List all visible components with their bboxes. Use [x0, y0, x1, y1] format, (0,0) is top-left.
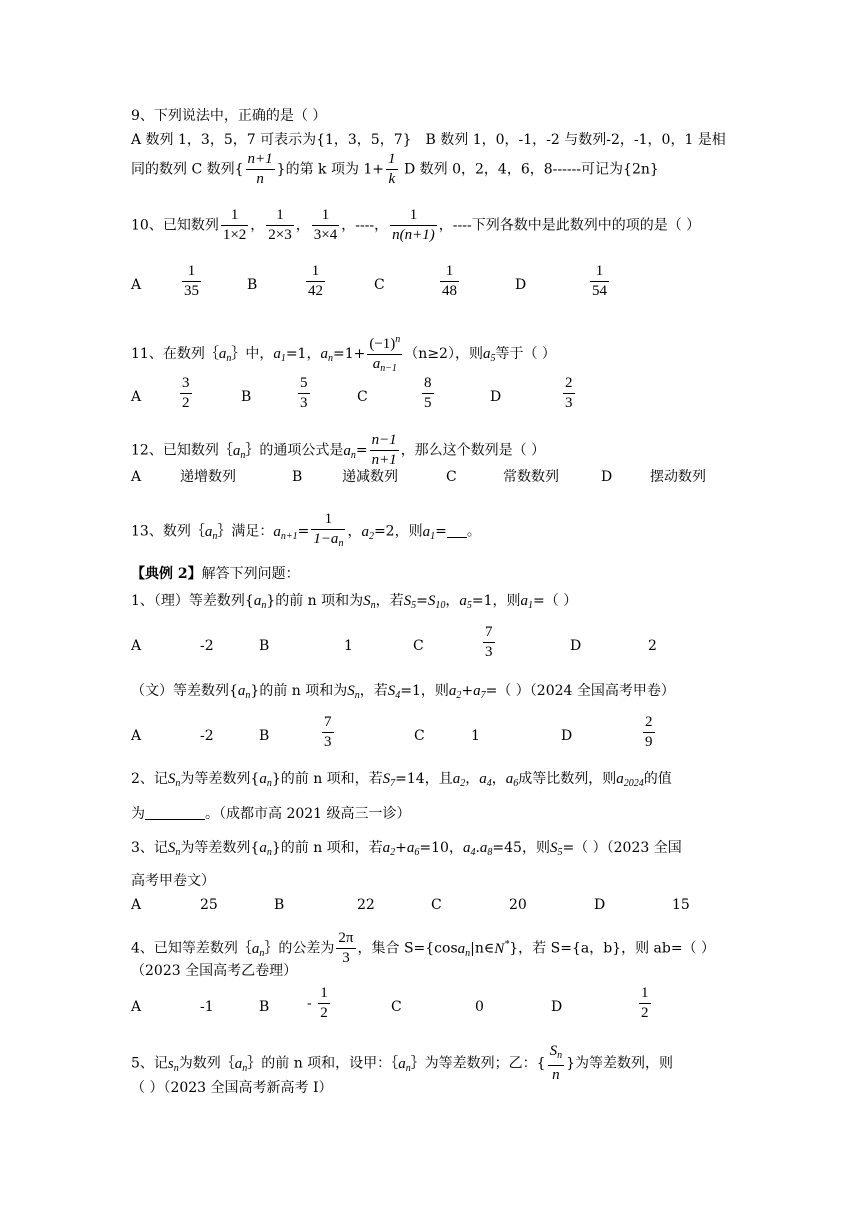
p1-option-d-letter: D [570, 638, 582, 654]
q12-option-b-text: 递减数列 [342, 469, 398, 485]
p1-option-a-letter: A [131, 638, 142, 654]
q9-line2: 同的数列 C 数列{ $\frac{n+1}{n}$ }的第 k 项为 1+ $\frac{1}{k}$ D 数列 0，2，4，6，8------可记为{2n} [131, 151, 659, 187]
p1w-option-c-text: 1 [471, 728, 480, 744]
q12-option-c-text: 常数数列 [503, 469, 559, 485]
q9-fraction-2: $\frac{1}{k}$ [388, 151, 396, 187]
p1w-option-a-text: -2 [200, 728, 214, 744]
p4-option-d-letter: D [551, 999, 563, 1015]
q11-option-b-value: $\frac{5}{3}$ [300, 375, 308, 411]
q12-option-a-text: 递增数列 [180, 469, 236, 485]
q10-general-term: $\frac{1}{n(n+1)}$ [392, 207, 435, 243]
p4-option-c-letter: C [391, 999, 402, 1015]
p3-line2: 高考甲卷文） [131, 873, 215, 889]
q10-option-d-letter: D [515, 277, 527, 293]
q10-option-b-value: $\frac{1}{42}$ [308, 263, 323, 299]
p1-option-b-letter: B [259, 638, 270, 654]
p1w-option-a-letter: A [131, 728, 142, 744]
q9-fraction-1: $\frac{n+1}{n}$ [247, 151, 273, 187]
q11-option-d-letter: D [490, 389, 502, 405]
p3-option-b-letter: B [274, 897, 285, 913]
p4-option-d-value: $\frac{1}{2}$ [641, 985, 649, 1021]
q11-option-c-letter: C [357, 389, 368, 405]
p4-line2: （2023 全国高考乙卷理） [131, 963, 298, 979]
p3-option-b-text: 22 [357, 897, 375, 913]
q10-option-c-letter: C [374, 277, 385, 293]
q11-option-d-value: $\frac{2}{3}$ [565, 375, 573, 411]
p3-option-a-letter: A [131, 897, 142, 913]
p1-option-b-text: 1 [344, 638, 353, 654]
p1w-option-b-letter: B [259, 728, 270, 744]
p2-line2: 为 。（成都市高 2021 级高三一诊） [131, 806, 411, 822]
q11-option-a-letter: A [131, 389, 142, 405]
q12-option-b-letter: B [292, 469, 303, 485]
q11-option-c-value: $\frac{8}{5}$ [424, 375, 432, 411]
p1-option-d-text: 2 [648, 638, 657, 654]
q10-option-c-value: $\frac{1}{48}$ [442, 263, 457, 299]
q9-line1: A 数列 1，3，5，7 可表示为{1，3，5，7} B 数列 1，0，-1，-2 与数列-2，-1，0，1 是相 [131, 132, 726, 148]
q10-option-a-letter: A [131, 277, 142, 293]
p1w-option-c-letter: C [414, 728, 425, 744]
p3-option-c-letter: C [431, 897, 442, 913]
p5-line2: （ ）（2023 全国高考新高考 I） [131, 1080, 333, 1096]
q11-option-b-letter: B [241, 389, 252, 405]
q12-option-a-letter: A [131, 469, 142, 485]
p1w-option-d-value: $\frac{2}{9}$ [645, 714, 653, 750]
q13-answer-blank [447, 523, 467, 538]
q10-option-a-value: $\frac{1}{35}$ [184, 263, 199, 299]
q13-stem: 13、数列$\{a_n\}$满足：$a_{n+1}=$ $\frac{1}{1-a_n}$ ，$a_2=2$，则$a_1=$ 。 [131, 511, 481, 549]
p4-option-a-letter: A [131, 999, 142, 1015]
p1-option-a-text: -2 [200, 638, 214, 654]
p2-answer-blank [145, 805, 205, 820]
q11-option-a-value: $\frac{3}{2}$ [182, 375, 190, 411]
q10-option-d-value: $\frac{1}{54}$ [592, 263, 607, 299]
p4-option-b-value: - $\frac{1}{2}$ [307, 985, 328, 1021]
q11-stem: 11、在数列$\{a_n\}$中，$a_1=1$，$a_n=1+$ $\frac{(-1)^n}{a_{n-1}}$ （n≥2），则$a_5$等于（ ） [131, 330, 556, 378]
p4-option-a-text: -1 [200, 999, 214, 1015]
q12-stem: 12、已知数列$\{a_n\}$的通项公式是$a_n=$ $\frac{n-1}{n+1}$ ，那么这个数列是（ ） [131, 432, 546, 468]
p2-stem: 2、记$S_n$为等差数列$\{a_n\}$的前 n 项和，若$S_7=14$，且$a_2$，$a_4$，$a_6$成等比数列，则$a_{2024}$的值 [131, 771, 672, 789]
q10-term-1: $\frac{1}{1\times 2}$ [222, 207, 247, 243]
q10-term-2: $\frac{1}{2\times 3}$ [268, 207, 292, 243]
q9-title: 9、下列说法中，正确的是（ ） [131, 108, 327, 124]
q12-option-d-letter: D [601, 469, 613, 485]
q12-option-d-text: 摆动数列 [650, 469, 706, 485]
p5-stem: 5、记$s_n$为数列$\{a_n\}$的前 n 项和，设甲：$\{a_n\}$为等差数列；乙：{ $\frac{S_n}{n}$ }为等差数列，则 [131, 1043, 674, 1083]
p1-option-c-value: $\frac{7}{3}$ [485, 624, 493, 660]
p4-option-b-letter: B [259, 999, 270, 1015]
p3-option-d-text: 15 [672, 897, 690, 913]
p3-option-c-text: 20 [509, 897, 527, 913]
p1-stem: 1、（理）等差数列$\{a_n\}$的前 n 项和为$S_n$，若$S_5=S_{10}$，$a_5=1$，则$a_1=$（ ） [131, 593, 578, 611]
p3-stem: 3、记$S_n$为等差数列$\{a_n\}$的前 n 项和，若$a_2+a_6=10$，$a_4.a_8=45$，则$S_5=$（ ）（2023 全国 [131, 840, 682, 858]
q12-option-c-letter: C [446, 469, 457, 485]
p1w-option-d-letter: D [561, 728, 573, 744]
q10-term-3: $\frac{1}{3\times 4}$ [313, 207, 338, 243]
p4-option-c-text: 0 [475, 999, 484, 1015]
p3-option-a-text: 25 [200, 897, 218, 913]
p4-stem: 4、已知等差数列$\{a_n\}$的公差为 $\frac{2\pi}{3}$ ，集合 S={cosa$_n$|n∈N*}，若 S={a，b}，则 ab=（ ） [131, 930, 716, 966]
p3-option-d-letter: D [594, 897, 606, 913]
q10-stem: 10、已知数列 $\frac{1}{1\times 2}$ ， $\frac{1}{2\times 3}$ ， $\frac{1}{3\times 4}$ ，----， $\frac{1}{n(n+1)}$ ，----下列各数中是此数列中的项的是（ ） [131, 207, 701, 243]
example-2-heading: 【典例 2】解答下列问题： [131, 566, 300, 582]
q10-option-b-letter: B [247, 277, 258, 293]
p1w-option-b-value: $\frac{7}{3}$ [324, 714, 332, 750]
p1-option-c-letter: C [413, 638, 424, 654]
p1-wen-stem: （文）等差数列$\{a_n\}$的前 n 项和为$S_n$，若$S_4=1$，则$a_2+a_7=$（ ）（2024 全国高考甲卷） [131, 683, 675, 701]
